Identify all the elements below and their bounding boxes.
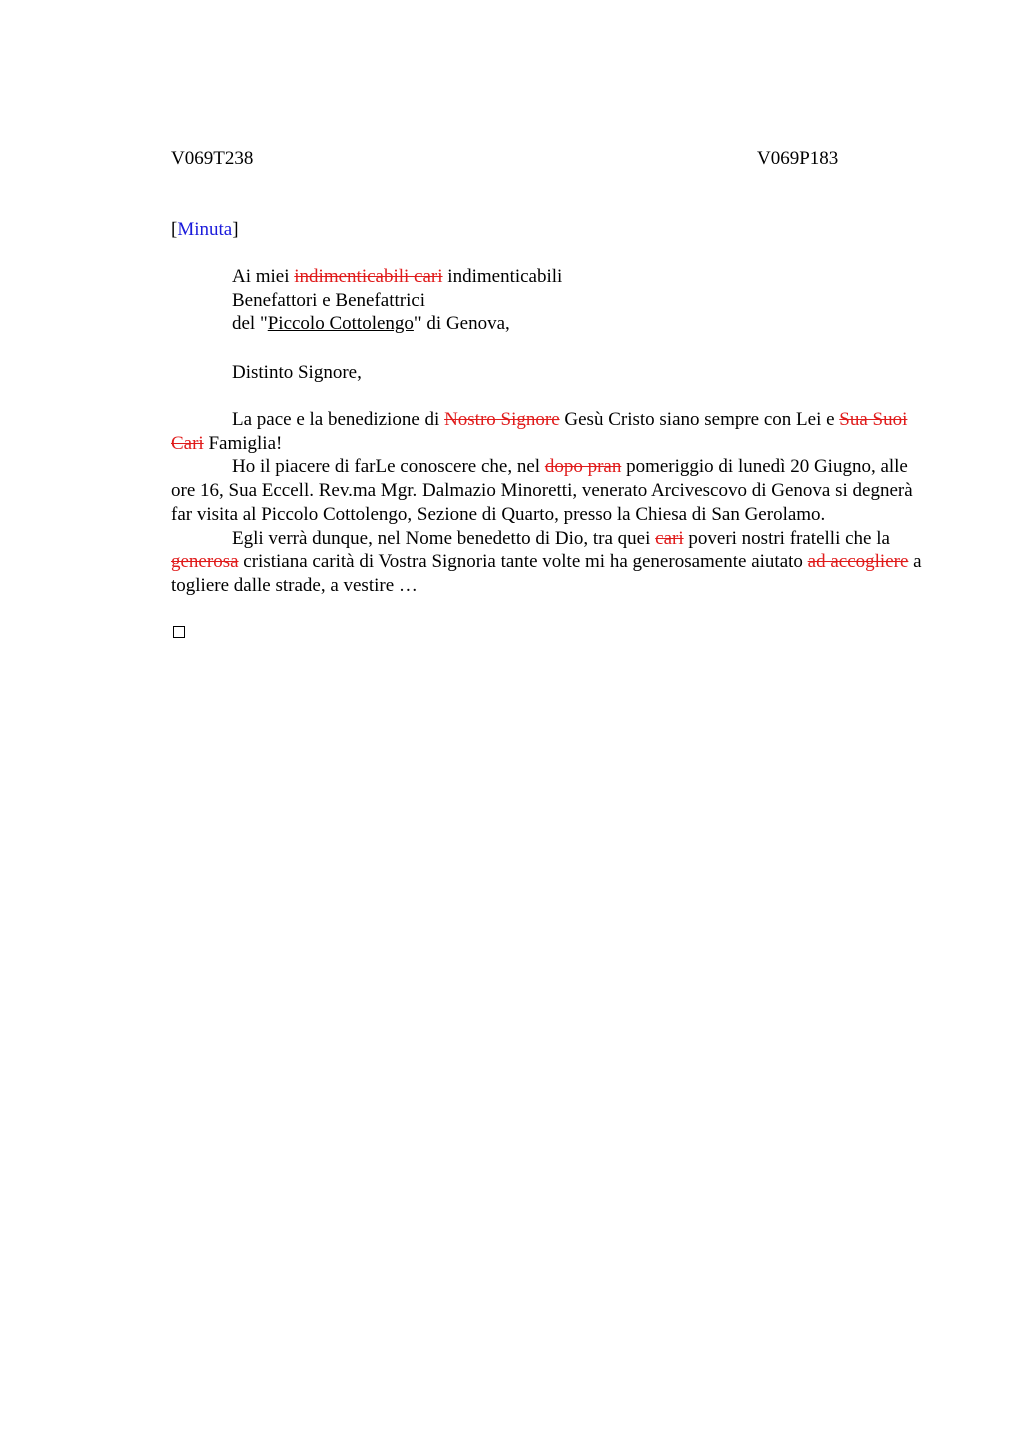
text-run: Ho il piacere di farLe conoscere che, nel [232,456,545,478]
address-line-3-suffix: " di Genova, [413,313,510,335]
salutation: Distinto Signore, [232,362,362,383]
address-line-1-prefix: Ai miei [232,266,295,287]
address-line-1 [232,265,562,289]
deleted-text: Nostro Signore [444,409,560,430]
minuta-label [171,218,239,241]
paragraph-2 [171,455,931,526]
text-run: Gesù Cristo siano sempre con Lei e [559,409,840,430]
deleted-text: cari [655,527,684,549]
reference-code-left: V069T238 [171,148,254,169]
text-run: Egli verrà dunque, nel Nome benedetto di Dio, tra quei [232,527,656,549]
deleted-text: indimenticabili cari [294,266,443,287]
reference-code-right: V069P183 [757,148,839,169]
text-run: poveri nostri fratelli che la [683,527,890,549]
end-of-document-box-icon [173,626,185,638]
text-run: cristiana carità di Vostra Signoria tante volte mi ha generosamente aiutato [238,551,808,573]
text-run: La pace e la benedizione di [232,409,445,430]
minuta-text: Minuta [177,219,233,240]
address-line-1-suffix: indimenticabili [442,266,563,287]
letter-body [171,408,931,598]
address-line-2: Benefattori e Benefattrici [232,289,426,311]
text-run: a togliere dalle strade, a vestire … [171,551,922,596]
deleted-text: Sua Suoi Cari [171,409,908,454]
address-line-3 [232,312,562,336]
deleted-text: dopo pran [544,456,622,478]
text-run: Famiglia! [203,432,283,454]
underlined-text: Piccolo Cottolengo [267,313,414,335]
text-run: pomeriggio di lunedì 20 Giugno, alle ore 16, Sua Eccell. Rev.ma Mgr. Dalmazio Minoretti, venerato Arcivescovo di Genova si degnerà far visita al Piccolo Cottolengo, Sezione di Quarto, presso la Chiesa di San Gerolamo. [171,456,913,525]
minuta-close-bracket: ] [232,219,239,240]
deleted-text: generosa [171,551,239,573]
address-block [232,265,562,336]
minuta-open-bracket: [ [171,219,178,240]
deleted-text: ad accogliere [807,551,909,573]
paragraph-1 [171,408,931,455]
paragraph-3 [171,527,931,598]
address-line-3-prefix: del " [232,313,268,335]
